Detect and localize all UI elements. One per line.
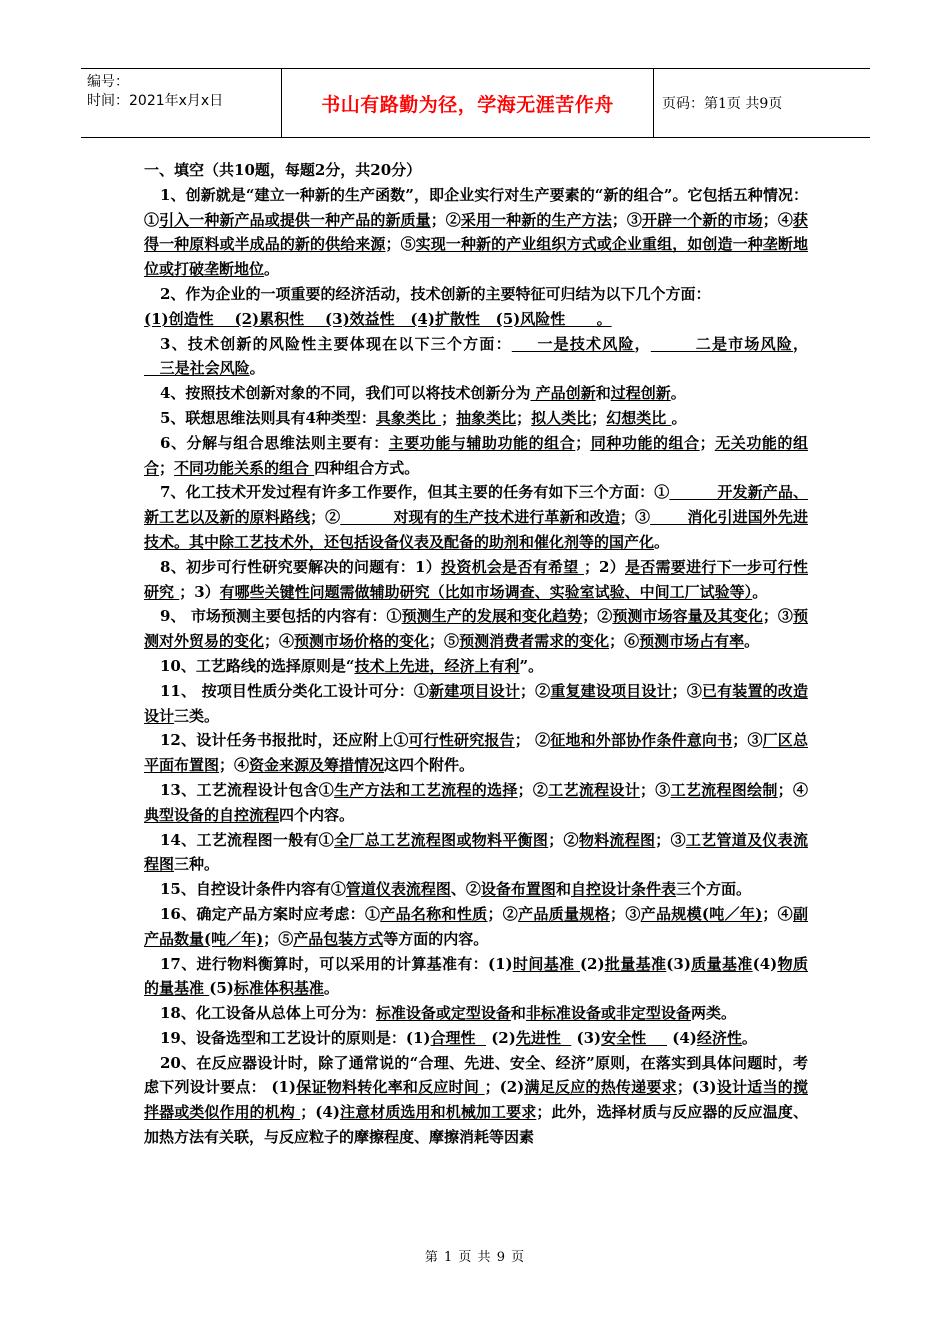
question-18: 18、化工设备从总体上可分为：标准设备或定型设备和非标准设备或非定型设备两类。 [160,1004,736,1023]
question-2: 2、作为企业的一项重要的经济活动，技术创新的主要特征可归结为以下几个方面： [160,284,711,303]
page-footer: 第 1 页 共 9 页 [424,1250,526,1265]
question-3: 3、技术创新的风险性主要体现在以下三个方面： 一是技术风险， 二是市场风险， 三是社会风险。 [144,334,808,378]
document-number-label: 编号： [87,74,129,90]
question-11: 11、 按项目性质分类化工设计可分：①新建项目设计；②重复建设项目设计；③已有装置的改造设计三类。 [144,681,808,725]
document-body [144,158,808,1150]
question-15: 15、自控设计条件内容有①管道仪表流程图、②设备布置图和自控设计条件表三个方面。 [160,880,751,899]
document-header [81,68,870,138]
question-12: 12、设计任务书报批时，还应附上①可行性研究报告； ②征地和外部协作条件意向书；③厂区总平面布置图；④资金来源及筹措情况这四个附件。 [144,731,808,775]
question-20: 20、在反应器设计时，除了通常说的“合理、先进、安全、经济”原则，在落实到具体问题时，考虑下列设计要点： (1)保证物料转化率和反应时间 ；(2)满足反应的热传递要求；(3)设计适当的搅拌器或类似作用的机构 ；(4)注意材质选用和机械加工要求；此外，选择材质与反应器的反应温度、加热方法有关联，与反应粒子的摩擦程度、摩擦消耗等因素 [144,1053,808,1147]
question-13: 13、工艺流程设计包含①生产方法和工艺流程的选择；②工艺流程设计；③工艺流程图绘制；④典型设备的自控流程四个内容。 [144,780,808,824]
question-6: 6、分解与组合思维法则主要有：主要功能与辅助功能的组合；同种功能的组合；无关功能的组合；不同功能关系的组合 四种组合方式。 [144,433,808,477]
document-time-label: 时间：2021年x月x日 [87,93,224,109]
question-7: 7、化工技术开发过程有许多工作要作，但其主要的任务有如下三个方面：① 开发新产品、新工艺以及新的原料路线；② 对现有的生产技术进行革新和改造；③ 消化引进国外先进技术。其中除工艺技术外，还包括设备仪表及配备的助剂和催化剂等的国产化。 [144,483,808,551]
question-10: 10、工艺路线的选择原则是“技术上先进，经济上有利”。 [160,656,544,675]
section-title: 一、填空（共10题，每题2分，共20分） [144,161,422,179]
header-page-label: 页码：第1页 共9页 [662,96,783,112]
question-5: 5、联想思维法则具有4种类型：具象类比 ；抽象类比；拟人类比；幻想类比 。 [160,408,687,427]
question-9: 9、 市场预测主要包括的内容有：①预测生产的发展和变化趋势；②预测市场容量及其变化；③预测对外贸易的变化；④预测市场价格的变化；⑤预测消费者需求的变化；⑥预测市场占有率。 [144,607,808,651]
header-left-cell [81,69,281,137]
question-8: 8、初步可行性研究要解决的问题有：1）投资机会是否有希望 ；2）是否需要进行下一步可行性研究 ；3）有哪些关键性问题需做辅助研究（比如市场调查、实验室试验、中间工厂试验等）。 [144,557,808,601]
question-4: 4、按照技术创新对象的不同，我们可以将技术创新分为 产品创新和过程创新。 [160,384,686,403]
question-2-answers: (1)创造性 (2)累积性 (3)效益性 (4)扩散性 (5)风险性 。 [144,309,612,328]
question-1: 1、创新就是“建立一种新的生产函数”，即企业实行对生产要素的“新的组合”。它包括五种情况：①引入一种新产品或提供一种产品的新质量；②采用一种新的生产方法；③开辟一个新的市场；④获得一种原料或半成品的新的供给来源；⑤实现一种新的产业组织方式或企业重组，如创造一种垄断地位或打破垄断地位。 [144,185,808,279]
question-19: 19、设备选型和工艺设计的原则是：(1)合理性 (2)先进性 (3)安全性 (4)经济性。 [160,1028,757,1047]
question-16: 16、确定产品方案时应考虑：①产品名称和性质；②产品质量规格；③产品规模(吨／年)；④副产品数量(吨／年)；⑤产品包装方式等方面的内容。 [144,904,808,948]
question-17: 17、进行物料衡算时，可以采用的计算基准有：(1)时间基准 (2)批量基准(3)质量基准(4)物质的量基准 (5)标准体积基准。 [144,954,808,998]
header-motto: 书山有路勤为径，学海无涯苦作舟 [281,69,654,137]
question-14: 14、工艺流程图一般有①全厂总工艺流程图或物料平衡图；②物料流程图；③工艺管道及仪表流程图三种。 [144,830,808,874]
